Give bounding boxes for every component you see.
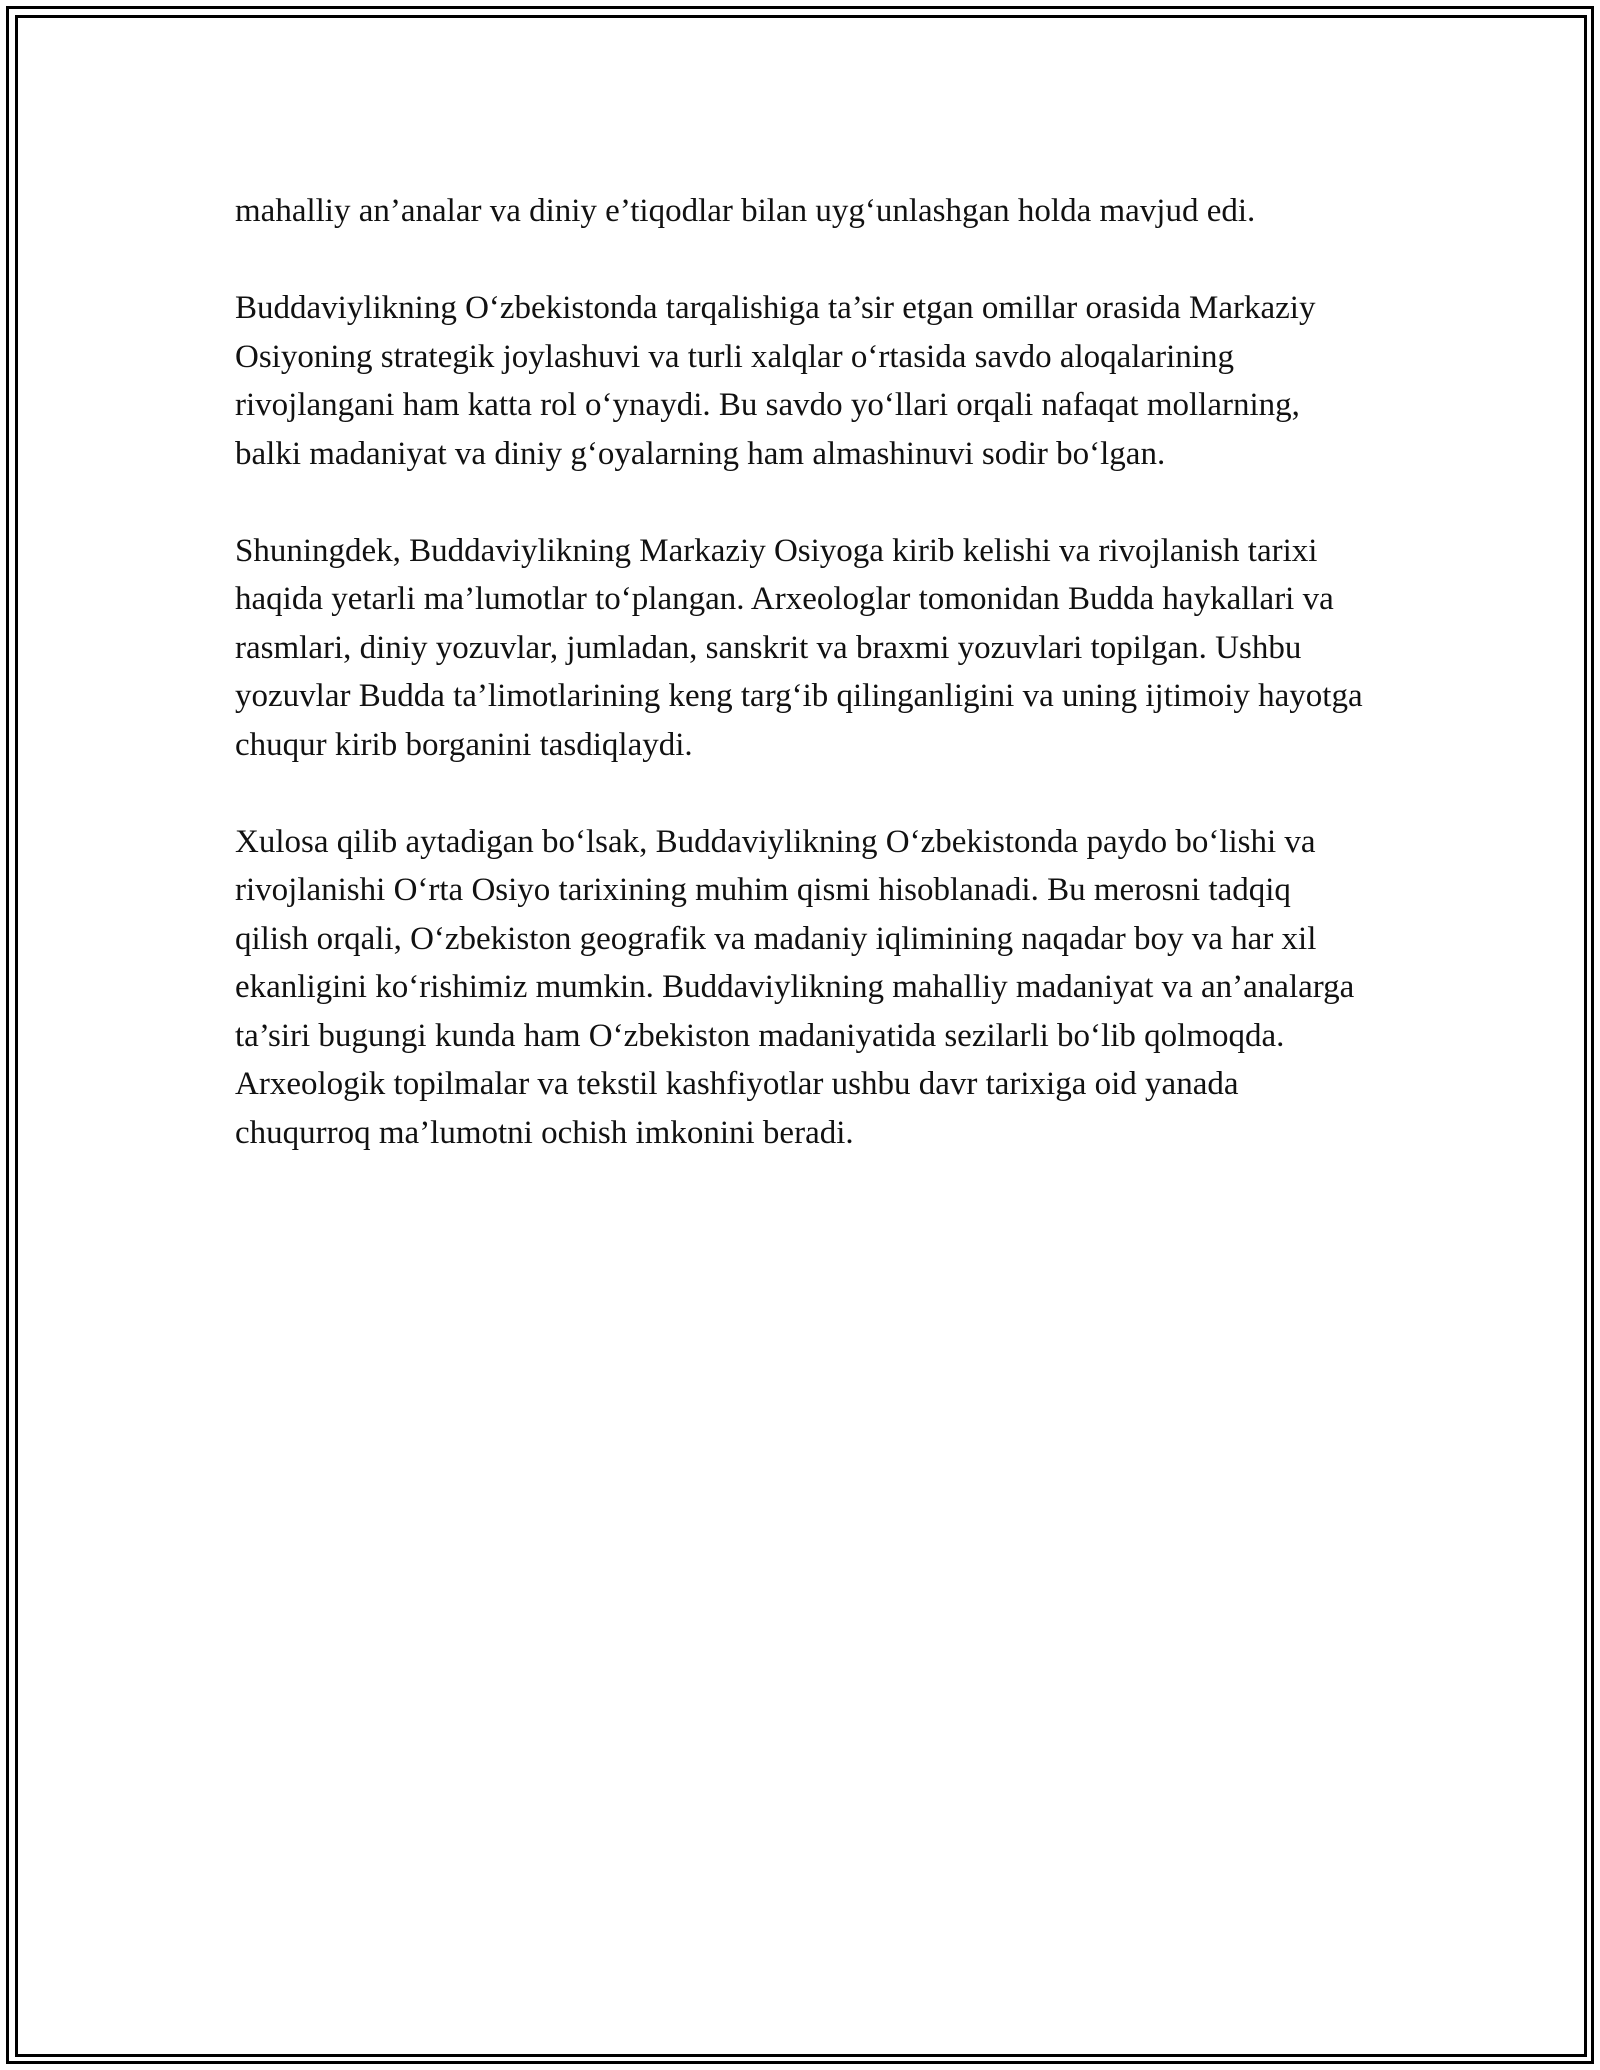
paragraph-historical-evidence: Shuningdek, Buddaviylikning Markaziy Osiyoga kirib kelishi va rivojlanish tarixi haqida yetarli ma’lumotlar to‘plangan. Arxeologlar tomonidan Budda haykallari va rasmlari, diniy yozuvlar, jumladan, sanskrit va braxmi yozuvlari topilgan. Ushbu yozuvlar Budda ta’limotlarining keng targ‘ib qilinganligini va uning ijtimoiy hayotga chuqur kirib borganini tasdiqlaydi. bbox=[235, 532, 1363, 763]
document-body bbox=[235, 187, 1365, 1206]
paragraph-spread-factors: Buddaviylikning O‘zbekistonda tarqalishiga ta’sir etgan omillar orasida Markaziy Osiyoning strategik joylashuvi va turli xalqlar o‘rtasida savdo aloqalarining rivojlangani ham katta rol o‘ynaydi. Bu savdo yo‘llari orqali nafaqat mollarning, balki madaniyat va diniy g‘oyalarning ham almashinuvi sodir bo‘lgan. bbox=[235, 290, 1316, 472]
paragraph-continuation: mahalliy an’analar va diniy e’tiqodlar bilan uyg‘unlashgan holda mavjud edi. bbox=[235, 193, 1256, 229]
paragraph-conclusion: Xulosa qilib aytadigan bo‘lsak, Buddaviylikning O‘zbekistonda paydo bo‘lishi va rivojlanishi O‘rta Osiyo tarixining muhim qismi hisoblanadi. Bu merosni tadqiq qilish orqali, O‘zbekiston geografik va madaniy iqlimining naqadar boy va har xil ekanligini ko‘rishimiz mumkin. Buddaviylikning mahalliy madaniyat va an’analarga ta’siri bugungi kunda ham O‘zbekiston madaniyatida sezilarli bo‘lib qolmoqda. Arxeologik topilmalar va tekstil kashfiyotlar ushbu davr tarixiga oid yanada chuqurroq ma’lumotni ochish imkonini beradi. bbox=[235, 823, 1355, 1151]
